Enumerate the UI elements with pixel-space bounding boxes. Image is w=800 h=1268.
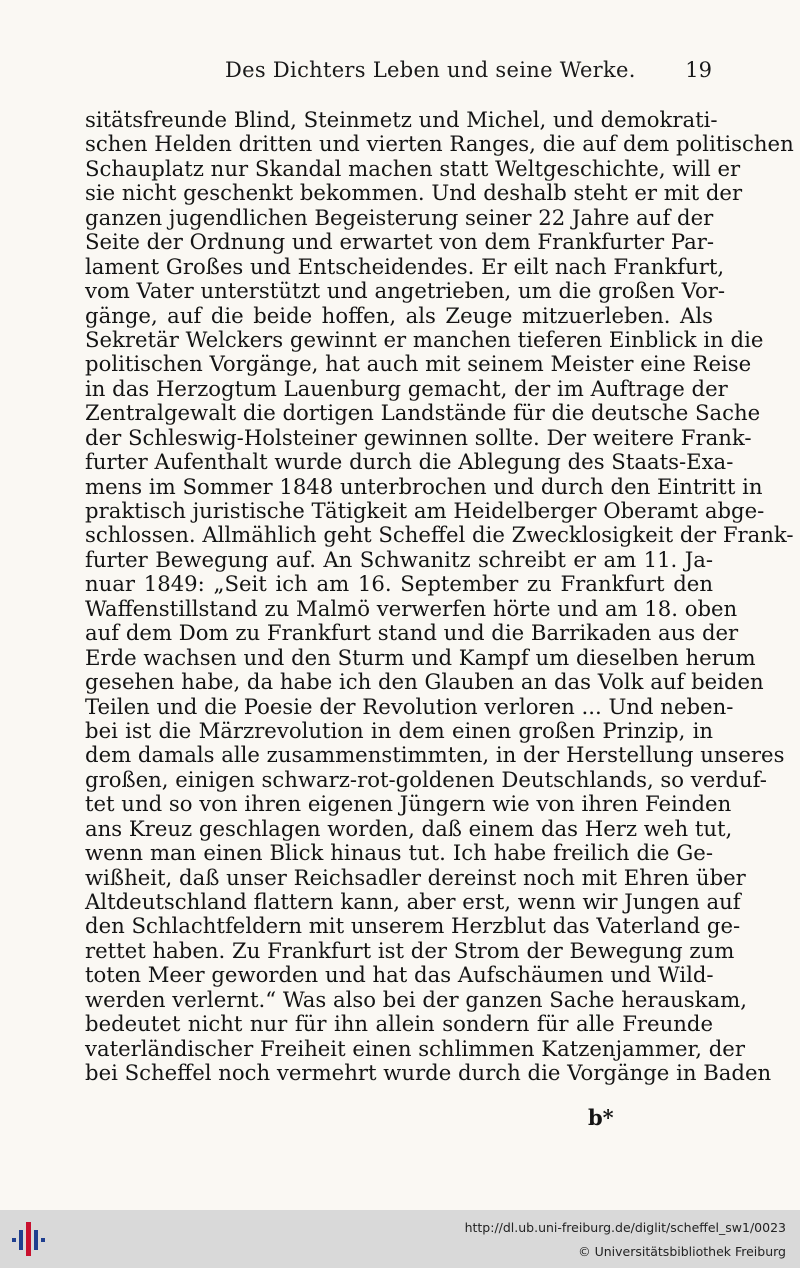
text-line: gesehen habe, da habe ich den Glauben an das Volk auf beiden (85, 669, 764, 695)
text-line: auf dem Dom zu Frankfurt stand und die Barrikaden aus der (85, 620, 739, 646)
text-line: Sekretär Welckers gewinnt er manchen tieferen Einblick in die (85, 326, 764, 352)
text-line: Erde wachsen und den Sturm und Kampf um dieselben herum (85, 644, 756, 670)
text-line: sitätsfreunde Blind, Steinmetz und Michel, und demokrati- (85, 107, 718, 132)
text-line: ans Kreuz geschlagen worden, daß einem das Herz weh tut, (85, 815, 733, 841)
copyright-notice: © Universitätsbibliothek Freiburg (578, 1244, 786, 1259)
text-line: Seite der Ordnung und erwartet von dem Frankfurter Par- (85, 229, 715, 255)
text-line: furter Aufenthalt wurde durch die Ablegung des Staats-Exa- (85, 449, 734, 475)
text-line: toten Meer geworden und hat das Aufschäumen und Wild- (85, 962, 714, 988)
text-line: rettet haben. Zu Frankfurt ist der Strom der Bewegung zum (85, 937, 735, 963)
text-line: bedeutet nicht nur für ihn allein sondern für alle Freunde (85, 1011, 713, 1037)
text-line: wenn man einen Blick hinaus tut. Ich habe freilich die Ge- (85, 840, 713, 866)
text-line: der Schleswig-Holsteiner gewinnen sollte. Der weitere Frank- (85, 424, 752, 450)
text-line: wißheit, daß unser Reichsadler dereinst noch mit Ehren über (85, 864, 746, 890)
text-line: Altdeutschland flattern kann, aber erst, wenn wir Jungen auf (85, 889, 741, 914)
text-line: sie nicht geschenkt bekommen. Und deshalb steht er mit der (85, 180, 743, 206)
text-line: den Schlachtfeldern mit unserem Herzblut das Vaterland ge- (85, 913, 741, 939)
ub-freiburg-logo-icon[interactable] (10, 1218, 50, 1260)
text-line: Zentralgewalt die dortigen Landstände für die deutsche Sache (85, 400, 761, 426)
text-line: Waffenstillstand zu Malmö verwerfen hörte und am 18. oben (85, 595, 738, 621)
text-line: vaterländischer Freiheit einen schlimmen Katzenjammer, der (85, 1035, 745, 1061)
running-head (85, 58, 712, 86)
text-line: nuar 1849: „Seit ich am 16. September zu Frankfurt den (85, 571, 713, 597)
text-line: mens im Sommer 1848 unterbrochen und durch den Eintritt in (85, 473, 763, 499)
text-line: praktisch juristische Tätigkeit am Heidelberger Oberamt abge- (85, 498, 765, 523)
text-line: Schauplatz nur Skandal machen statt Weltgeschichte, will er (85, 155, 741, 181)
text-line: großen, einigen schwarz-rot-goldenen Deutschlands, so verduf- (85, 766, 767, 792)
text-line: schen Helden dritten und vierten Ranges, die auf dem politischen (85, 131, 794, 157)
text-line: dem damals alle zusammenstimmten, in der Herstellung unseres (85, 742, 785, 768)
text-line: in das Herzogtum Lauenburg gemacht, der im Auftrage der (85, 375, 728, 401)
text-line: bei ist die Märzrevolution in dem einen großen Prinzip, in (85, 717, 713, 743)
text-line: lament Großes und Entscheidendes. Er eilt nach Frankfurt, (85, 253, 725, 279)
body-text (85, 107, 794, 1086)
text-line: gänge, auf die beide hoffen, als Zeuge mitzuerleben. Als (85, 302, 713, 328)
signature-mark: b* (588, 1105, 614, 1130)
source-url-link[interactable]: http://dl.ub.uni-freiburg.de/diglit/scheffel_sw1/0023 (464, 1220, 786, 1235)
text-line: werden verlernt.“ Was also bei der ganzen Sache herauskam, (85, 986, 747, 1012)
text-line: vom Vater unterstützt und angetrieben, um die großen Vor- (85, 278, 726, 304)
page-number: 19 (685, 58, 712, 82)
text-line: Teilen und die Poesie der Revolution verloren ... Und neben- (85, 693, 734, 719)
footer-bar (0, 1210, 800, 1268)
text-line: furter Bewegung auf. An Schwanitz schreibt er am 11. Ja- (85, 546, 713, 572)
text-line: bei Scheffel noch vermehrt wurde durch die Vorgänge in Baden (85, 1060, 772, 1086)
text-line: schlossen. Allmählich geht Scheffel die Zwecklosigkeit der Frank- (85, 522, 794, 548)
running-title: Des Dichters Leben und seine Werke. (225, 58, 636, 82)
text-line: ganzen jugendlichen Begeisterung seiner 22 Jahre auf der (85, 204, 714, 230)
text-line: tet und so von ihren eigenen Jüngern wie von ihren Feinden (85, 791, 732, 817)
text-line: politischen Vorgänge, hat auch mit seinem Meister eine Reise (85, 351, 752, 377)
